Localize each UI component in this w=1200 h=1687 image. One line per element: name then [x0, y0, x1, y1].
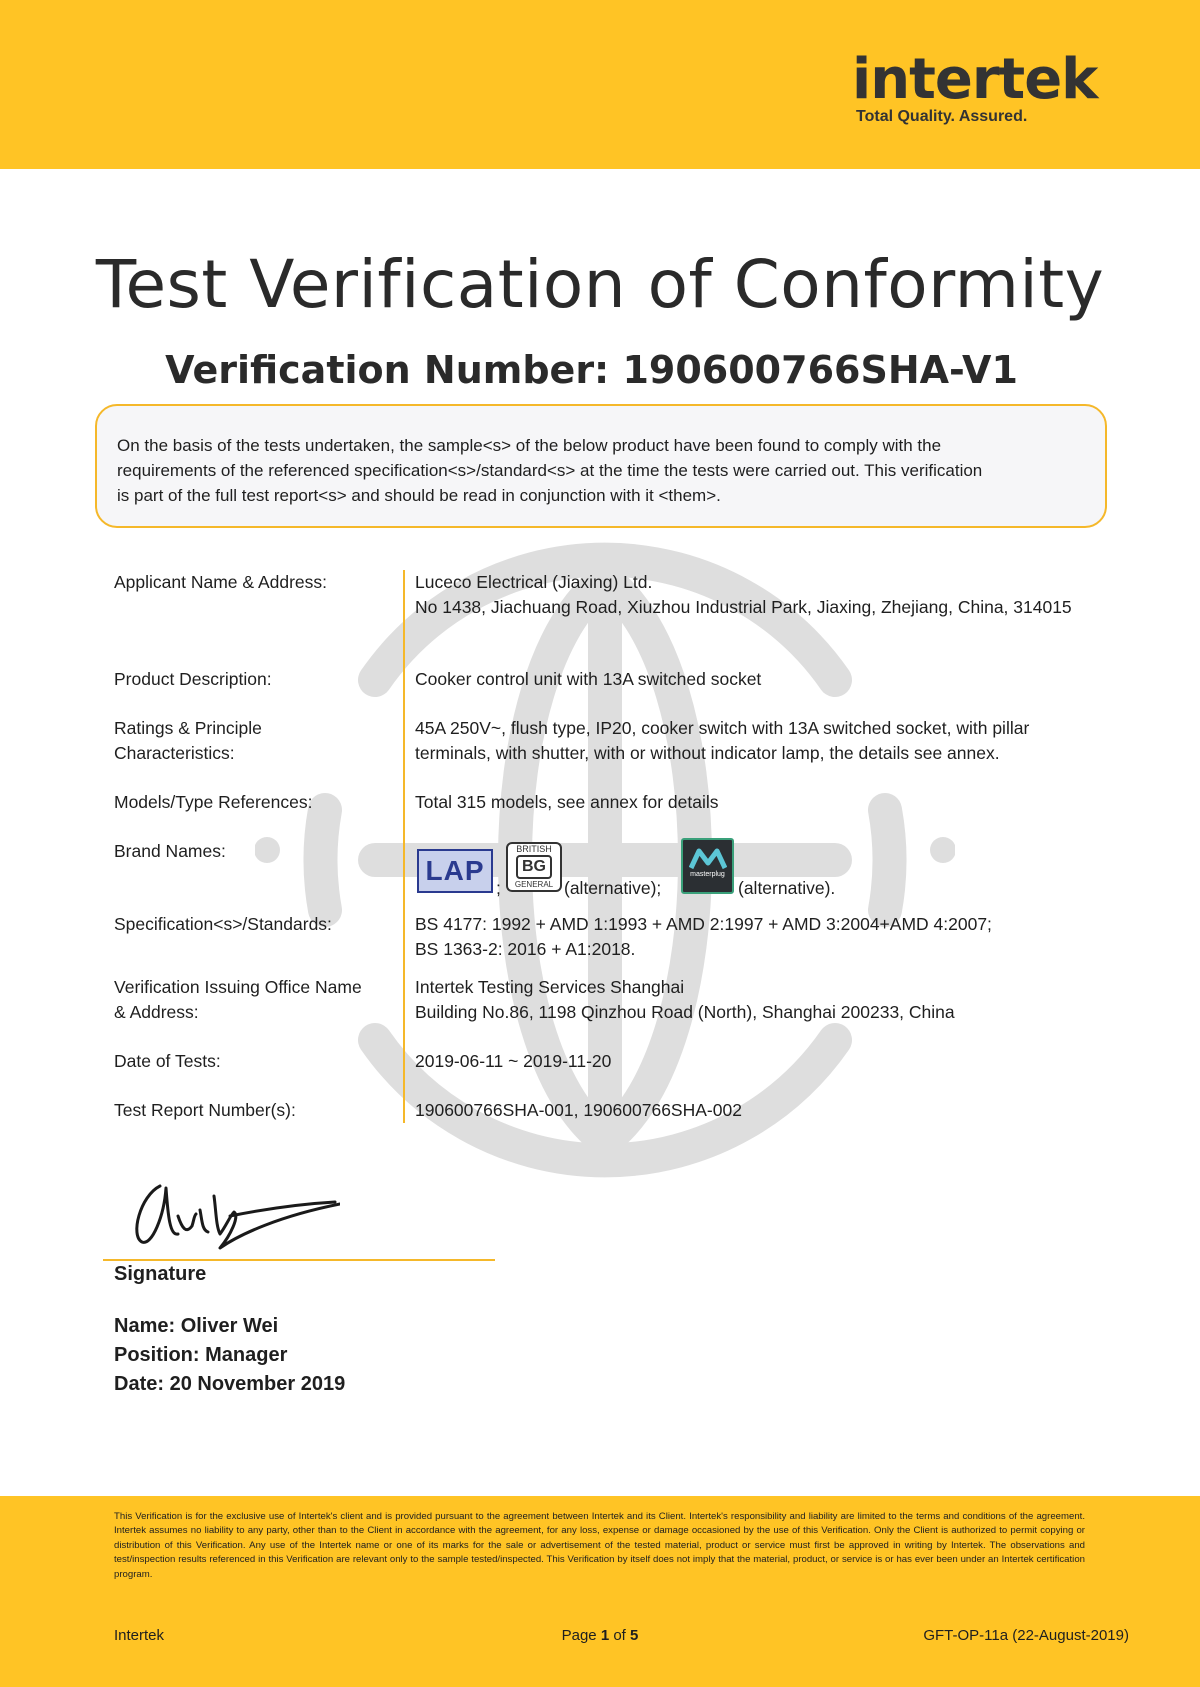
footer-disclaimer: This Verification is for the exclusive use of Intertek's client and is provided pursuant to the agreement between Intertek and its Client. Intertek's responsibility and liability are limited to the terms and conditions of the agreement. Intertek assumes no liability to any party, other than to the Client in accordance with the agreement, for any loss, expense or damage occasioned by the use of this Verification. Only the Client is authorized to permit copying or distribution of this Verification. Any use of the Intertek name or one of its marks for the sale or advertisement of the tested material, product or service must first be approved in writing by Intertek. The observations and test/inspection results referenced in this Verification are relevant only to the sample tested/inspected. This Verification by itself does not imply that the material, product, or service is or has ever been under an Intertek certification program. [114, 1511, 1085, 1580]
ratings-label-line: Characteristics: [114, 743, 235, 763]
office-label-line: Verification Issuing Office Name [114, 977, 362, 997]
lap-brand-logo [417, 849, 493, 893]
page-total: 5 [630, 1627, 639, 1644]
applicant-name: Luceco Electrical (Jiaxing) Ltd. [415, 572, 653, 592]
ratings-value [415, 716, 1115, 766]
standards-line: BS 1363-2: 2016 + A1:2018. [415, 939, 636, 959]
intro-line: is part of the full test report<s> and should be read in conjunction with it <them>. [117, 486, 721, 505]
bg-logo-top: BRITISH [516, 844, 552, 854]
masterplug-logo-text: masterplug [690, 871, 725, 878]
logo-wordmark: intertek [852, 47, 1098, 112]
signature-line [103, 1259, 495, 1261]
office-address: Building No.86, 1198 Qinzhou Road (North), Shanghai 200233, China [415, 1002, 955, 1022]
bg-logo-mid: BG [516, 855, 552, 879]
brand-alternative-2: (alternative). [738, 878, 836, 898]
office-label-line: & Address: [114, 1002, 199, 1022]
applicant-label: Applicant Name & Address: [114, 572, 328, 592]
brands-label: Brand Names: [114, 841, 226, 861]
british-general-brand-logo [506, 842, 562, 892]
ratings-label-line: Ratings & Principle [114, 718, 262, 738]
standards-label: Specification<s>/Standards: [114, 914, 332, 934]
signature-label: Signature [114, 1263, 207, 1285]
footer-company: Intertek [114, 1627, 165, 1644]
brand-separator: ; [496, 878, 501, 898]
product-value: Cooker control unit with 13A switched socket [415, 669, 762, 689]
test-dates-label: Date of Tests: [114, 1051, 221, 1071]
signer-name: Name: Oliver Wei [114, 1315, 279, 1337]
applicant-address: No 1438, Jiachuang Road, Xiuzhou Industrial Park, Jiaxing, Zhejiang, China, 314015 [415, 597, 1072, 617]
ratings-line: terminals, with shutter, with or without indicator lamp, the details see annex. [415, 743, 1000, 763]
verification-number: Verification Number: 190600766SHA-V1 [165, 348, 1018, 392]
signer-position: Position: Manager [114, 1344, 288, 1366]
intro-line: On the basis of the tests undertaken, the sample<s> of the below product have been found to comply with the [117, 436, 942, 455]
signature-date: Date: 20 November 2019 [114, 1373, 346, 1395]
models-label: Models/Type References: [114, 792, 313, 812]
brand-alternative-1: (alternative); [564, 878, 662, 898]
intro-line: requirements of the referenced specification<s>/standard<s> at the time the tests were carried out. This verification [117, 461, 983, 480]
intro-statement-box [95, 404, 1107, 528]
report-numbers-value: 190600766SHA-001, 190600766SHA-002 [415, 1100, 742, 1120]
page-current: 1 [600, 1627, 610, 1644]
form-code: GFT-OP-11a (22-August-2019) [923, 1627, 1129, 1644]
masterplug-m-icon [689, 848, 727, 870]
bg-logo-bottom: GENERAL [514, 880, 554, 889]
lap-logo-text: LAP [425, 855, 485, 886]
standards-line: BS 4177: 1992 + AMD 1:1993 + AMD 2:1997 + AMD 3:2004+AMD 4:2007; [415, 914, 992, 934]
standards-value [415, 912, 1115, 962]
handwritten-signature [130, 1176, 340, 1256]
models-value: Total 315 models, see annex for details [415, 792, 719, 812]
office-label [114, 975, 404, 1025]
logo-tagline: Total Quality. Assured. [856, 108, 1028, 125]
applicant-value [415, 570, 1115, 620]
office-value [415, 975, 1115, 1025]
page-of: of [613, 1627, 626, 1644]
office-name: Intertek Testing Services Shanghai [415, 977, 685, 997]
report-numbers-label: Test Report Number(s): [114, 1100, 296, 1120]
product-label: Product Description: [114, 669, 272, 689]
test-dates-value: 2019-06-11 ~ 2019-11-20 [415, 1051, 612, 1071]
intertek-logo [852, 47, 1098, 126]
ratings-label [114, 716, 404, 766]
masterplug-brand-logo [681, 838, 734, 894]
page-title: Test Verification of Conformity [95, 246, 1105, 323]
page-prefix: Page [561, 1627, 597, 1644]
ratings-line: 45A 250V~, flush type, IP20, cooker switch with 13A switched socket, with pillar [415, 718, 1030, 738]
